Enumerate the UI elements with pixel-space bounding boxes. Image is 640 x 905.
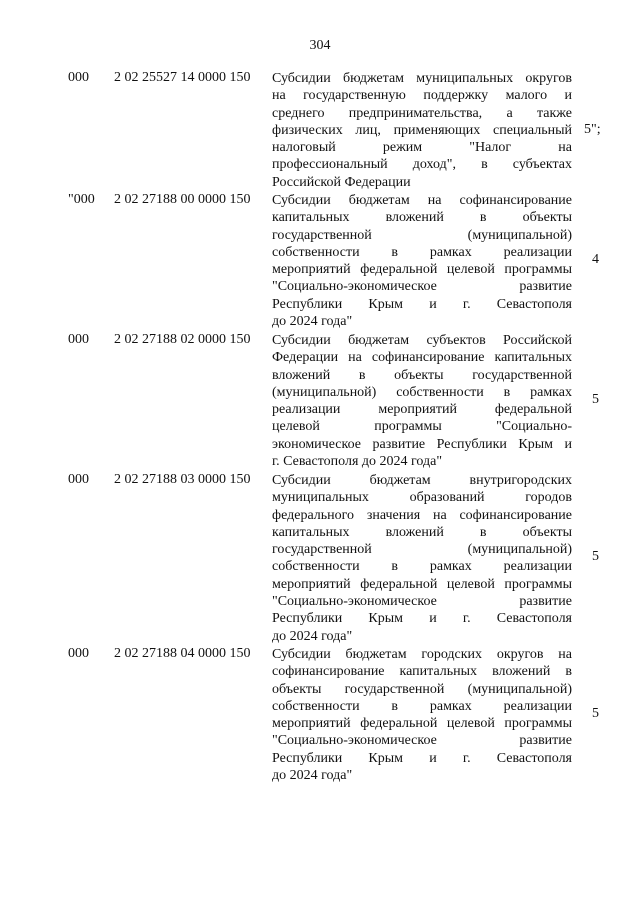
income-name <box>272 472 572 645</box>
income-name <box>272 70 572 191</box>
budget-classification-code: 2 02 27188 00 0000 150 <box>114 192 251 207</box>
income-name-line: среднего предпринимательства, а также <box>272 105 572 121</box>
income-name-line: целевой программы "Социально- <box>272 419 572 435</box>
income-name-line: мероприятий федеральной целевой программы <box>272 576 572 592</box>
income-name-line: Российской Федерации <box>272 174 411 190</box>
income-name-line: г. Севастополя до 2024 года" <box>272 454 443 470</box>
budget-classification-code: 2 02 25527 14 0000 150 <box>114 70 251 85</box>
income-name-line: Субсидии бюджетам муниципальных округов <box>272 71 572 86</box>
income-name-line: Республики Крым и г. Севастополя <box>272 296 572 312</box>
admin-code: "000 <box>68 192 95 207</box>
income-name-line: капитальных вложений в объекты <box>272 210 572 226</box>
income-name-line: "Социально-экономическое развитие <box>272 733 572 749</box>
admin-code: 000 <box>68 332 89 347</box>
income-name-line: вложений в объекты государственной <box>272 367 572 383</box>
income-name-line: капитальных вложений в объекты <box>272 524 572 540</box>
income-name-line: софинансирование капитальных вложений в <box>272 664 572 680</box>
income-name-line: Субсидии бюджетам городских округов на <box>272 647 572 662</box>
income-name <box>272 646 572 784</box>
income-name-line: на государственную поддержку малого и <box>272 88 572 104</box>
income-name-line: "Социально-экономическое развитие <box>272 594 572 610</box>
budget-classification-code: 2 02 27188 04 0000 150 <box>114 646 251 661</box>
income-name-line: реализации мероприятий федеральной <box>272 402 572 418</box>
amount-value: 5 <box>592 392 599 407</box>
income-name-line: до 2024 года" <box>272 628 353 644</box>
income-name-line: (муниципальной) собственности в рамках <box>272 384 572 400</box>
income-name-line: налоговый режим "Налог на <box>272 140 572 156</box>
income-name-line: профессиональный доход", в субъектах <box>272 157 572 173</box>
income-name-line: мероприятий федеральной целевой программы <box>272 262 572 278</box>
income-name-line: федерального значения на софинансирование <box>272 507 572 523</box>
income-name-line: собственности в рамках реализации <box>272 559 572 575</box>
amount-value: 5 <box>592 706 599 721</box>
admin-code: 000 <box>68 70 89 85</box>
income-name-line: Федерации на софинансирование капитальных <box>272 350 572 366</box>
income-name-line: собственности в рамках реализации <box>272 244 572 260</box>
income-name-line: мероприятий федеральной целевой программы <box>272 716 572 732</box>
income-name-line: "Социально-экономическое развитие <box>272 279 572 295</box>
income-name-line: государственной (муниципальной) <box>272 227 572 243</box>
income-name-line: до 2024 года" <box>272 768 353 784</box>
income-name-line: Субсидии бюджетам субъектов Российской <box>272 333 572 348</box>
income-name-line: экономическое развитие Республики Крым и <box>272 436 572 452</box>
amount-value: 5 <box>592 549 599 564</box>
income-name <box>272 192 572 330</box>
amount-value: 5"; <box>584 122 601 137</box>
income-name-line: объекты государственной (муниципальной) <box>272 681 572 697</box>
income-name-line: государственной (муниципальной) <box>272 542 572 558</box>
income-name <box>272 332 572 470</box>
income-name-line: Республики Крым и г. Севастополя <box>272 611 572 627</box>
amount-value: 4 <box>592 252 599 267</box>
income-name-line: Субсидии бюджетам на софинансирование <box>272 193 572 208</box>
income-name-line: муниципальных образований городов <box>272 490 572 506</box>
admin-code: 000 <box>68 472 89 487</box>
admin-code: 000 <box>68 646 89 661</box>
income-name-line: физических лиц, применяющих специальный <box>272 122 572 138</box>
income-name-line: Республики Крым и г. Севастополя <box>272 750 572 766</box>
income-name-line: собственности в рамках реализации <box>272 698 572 714</box>
budget-classification-code: 2 02 27188 03 0000 150 <box>114 472 251 487</box>
income-name-line: Субсидии бюджетам внутригородских <box>272 473 572 488</box>
budget-classification-code: 2 02 27188 02 0000 150 <box>114 332 251 347</box>
page-number: 304 <box>309 38 331 53</box>
income-name-line: до 2024 года" <box>272 314 353 330</box>
